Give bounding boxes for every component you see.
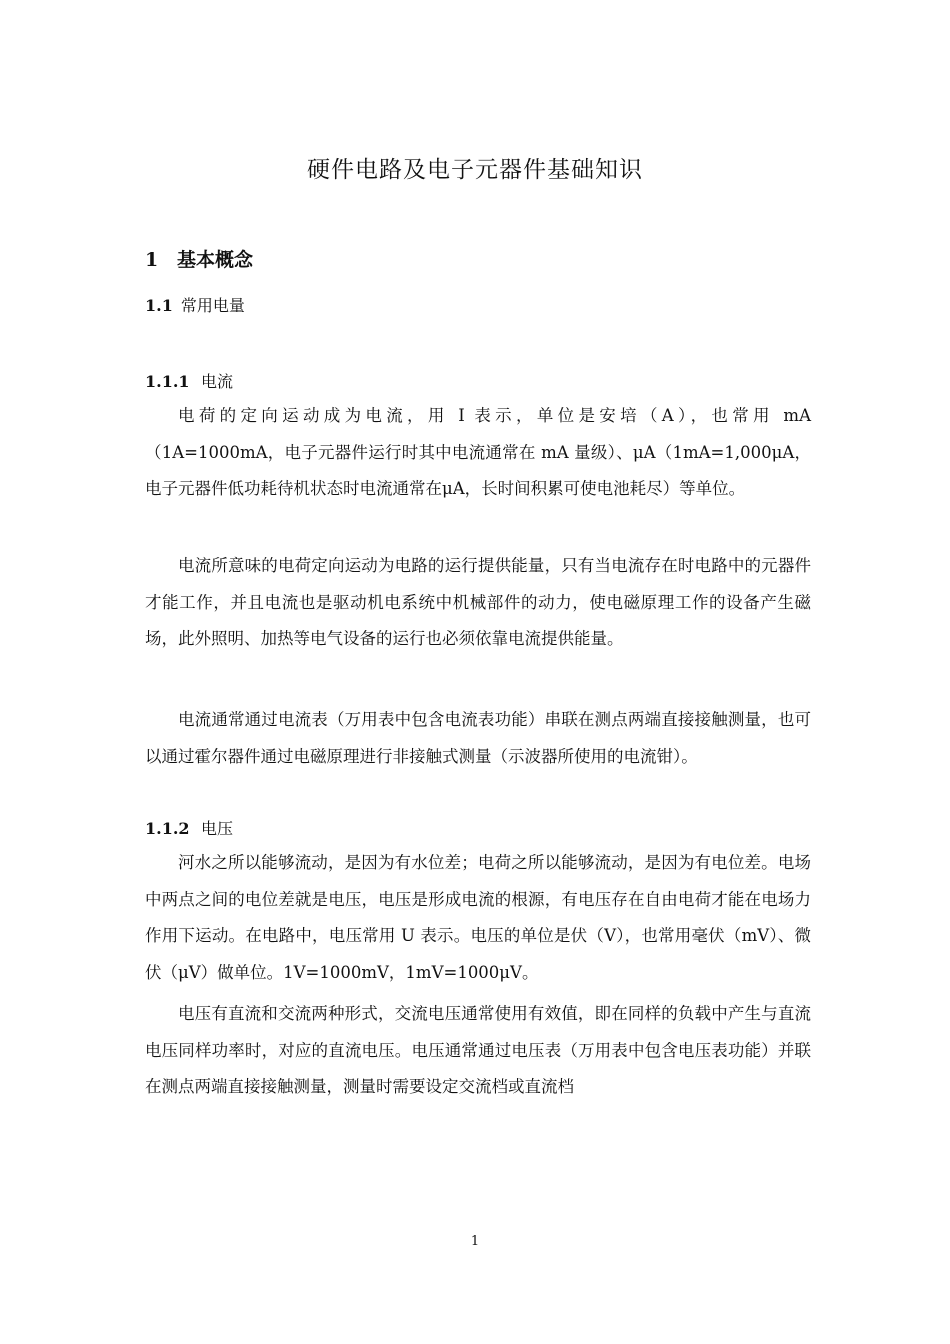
section-title: 电压: [201, 819, 234, 838]
section-number: 1.1.2: [145, 819, 190, 838]
section-title: 常用电量: [180, 296, 245, 315]
body-paragraph: 电流通常通过电流表（万用表中包含电流表功能）串联在测点两端直接接触测量，也可以通过霍尔器件通过电磁原理进行非接触式测量（示波器所使用的电流钳）。: [145, 710, 811, 766]
section-number: 1.1: [145, 296, 173, 315]
section-number: 1: [145, 249, 159, 271]
section-title: 基本概念: [177, 249, 254, 271]
body-paragraph: 河水之所以能够流动，是因为有水位差；电荷之所以能够流动，是因为有电位差。电场中两点之间的电位差就是电压，电压是形成电流的根源，有电压存在自由电荷才能在电场力作用下运动。在电路中，电压常用 U 表示。电压的单位是伏（V），也常用毫伏（mV）、微伏（μV）做单位。1V=1000mV，1mV=1000μV。: [145, 853, 811, 982]
section-heading-1-1-2: [145, 815, 233, 843]
section-heading-1-1-1: [145, 368, 233, 396]
page-number: 1: [470, 1234, 480, 1249]
body-paragraph: 电压有直流和交流两种形式，交流电压通常使用有效值，即在同样的负载中产生与直流电压同样功率时，对应的直流电压。电压通常通过电压表（万用表中包含电压表功能）并联在测点两端直接接触测量，测量时需要设定交流档或直流档: [145, 1004, 811, 1096]
document-title: 硬件电路及电子元器件基础知识: [307, 157, 643, 183]
section-heading-1: [145, 244, 253, 276]
body-paragraph: 电荷的定向运动成为电流，用 I 表示，单位是安培（A），也常用 mA（1A=1000mA，电子元器件运行时其中电流通常在 mA 量级）、μA（1mA=1,000μA，电子元器件低功耗待机状态时电流通常在μA，长时间积累可使电池耗尽）等单位。: [145, 406, 811, 498]
body-paragraph: 电流所意味的电荷定向运动为电路的运行提供能量，只有当电流存在时电路中的元器件才能工作，并且电流也是驱动机电系统中机械部件的动力，使电磁原理工作的设备产生磁场，此外照明、加热等电气设备的运行也必须依靠电流提供能量。: [145, 556, 811, 648]
section-number: 1.1.1: [145, 372, 190, 391]
section-heading-1-1: [145, 292, 245, 320]
section-title: 电流: [201, 372, 234, 391]
